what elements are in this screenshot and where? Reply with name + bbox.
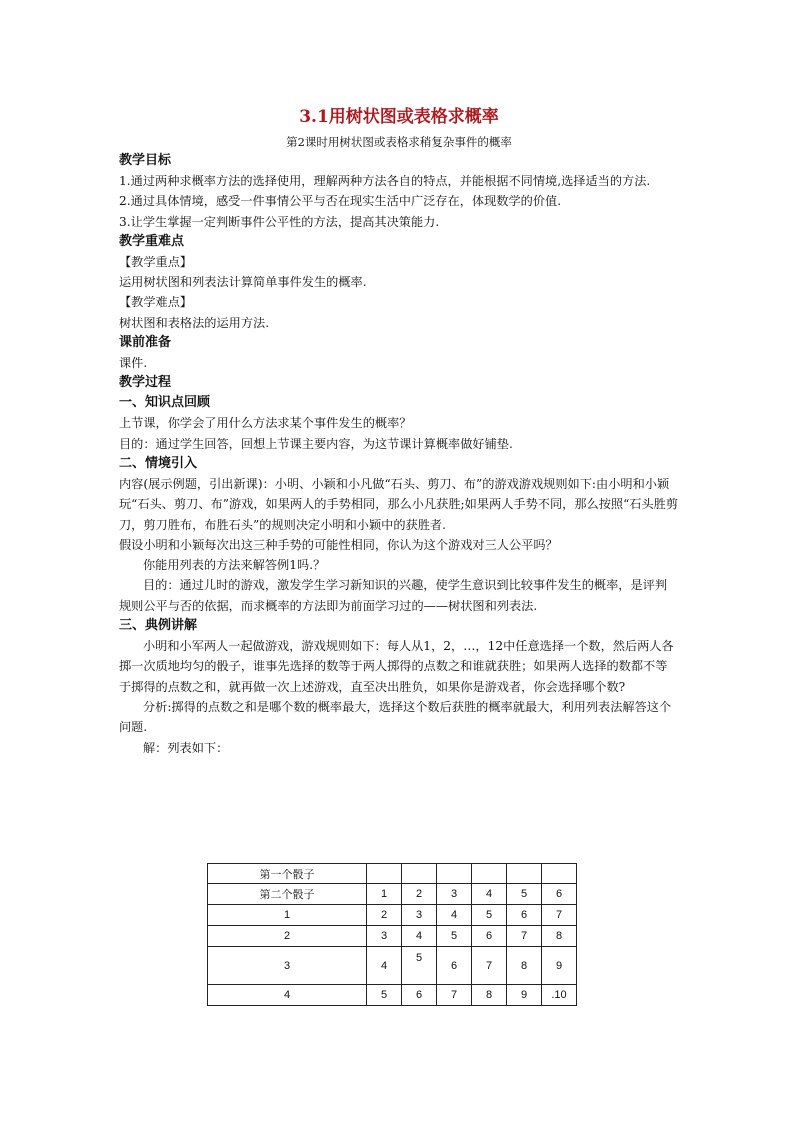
sum-cell: 9 — [507, 985, 542, 1006]
table-header-row-top — [208, 864, 577, 884]
sum-cell: 3 — [402, 905, 437, 926]
corner-top-cell: 第一个骰子 — [208, 864, 367, 884]
empty-cell — [542, 864, 577, 884]
sum-cell: 7 — [437, 985, 472, 1006]
empty-cell — [402, 864, 437, 884]
section-goals-heading: 教学目标 — [119, 153, 172, 168]
sum-cell: 5 — [437, 926, 472, 947]
key-label: 【教学重点】 — [119, 254, 193, 269]
row-label: 4 — [208, 985, 367, 1006]
goal-2: 2.通过具体情境，感受一件事情公平与否在现实生活中广泛存在，体现数学的价值. — [119, 194, 562, 209]
section-process-heading: 教学过程 — [119, 375, 172, 391]
sum-cell: 4 — [367, 947, 402, 985]
sum-cell: 4 — [402, 926, 437, 947]
col-header: 1 — [367, 884, 402, 905]
page-subtitle: 第2课时用树状图或表格求稍复杂事件的概率 — [286, 135, 512, 149]
col-header: 5 — [507, 884, 542, 905]
part1-aim: 目的：通过学生回答，回想上节课主要内容，为这节课计算概率做好铺垫. — [119, 436, 513, 451]
part3-heading: 三、典例讲解 — [119, 618, 198, 634]
col-header: 6 — [542, 884, 577, 905]
row-label: 1 — [208, 905, 367, 926]
part1-heading: 一、知识点回顾 — [119, 395, 211, 411]
sum-cell: 3 — [367, 926, 402, 947]
part3-problem: 小明和小军两人一起做游戏，游戏规则如下：每人从1，2，…，12中任意选择一个数，然后两人各掷一次质地均匀的骰子，谁事先选择的数等于两人掷得的点数之和谁就获胜；如果两人选择的数都不等于掷得的点数之和，就再做一次上述游戏，直至决出胜负，如果你是游戏者，你会选择哪个数? — [119, 639, 674, 694]
document-body — [119, 105, 679, 1001]
table-row — [208, 905, 577, 926]
section-key-difficult-heading: 教学重难点 — [119, 233, 185, 249]
sum-cell: 5 — [367, 985, 402, 1006]
sum-cell: 7 — [507, 926, 542, 947]
col-header: 2 — [402, 884, 437, 905]
sum-cell: 7 — [472, 947, 507, 985]
col-header: 3 — [437, 884, 472, 905]
part2-content: 内容(展示例题，引出新课)：小明、小颖和小凡做“石头、剪刀、布”的游戏游戏规则如下:由小明和小颖玩“石头、剪刀、布”游戏，如果两人的手势相同，那么小凡获胜;如果两人手势不同，那么按照“石头胜剪刀，剪刀胜布，布胜石头”的规则决定小明和小颖中的获胜者. — [119, 476, 679, 532]
sum-cell: 5 — [472, 905, 507, 926]
empty-cell — [437, 864, 472, 884]
section-prep-heading: 课前准备 — [119, 335, 172, 351]
sum-cell: 8 — [507, 947, 542, 985]
sum-cell: 6 — [507, 905, 542, 926]
difficult-text: 树状图和表格法的运用方法. — [119, 315, 270, 330]
sum-cell: 5 — [402, 947, 437, 985]
empty-cell — [472, 864, 507, 884]
table-header-row — [208, 884, 577, 905]
sum-cell: 4 — [437, 905, 472, 926]
part2-heading: 二、情境引入 — [119, 455, 198, 471]
part2-question: 假设小明和小颖每次出这三种手势的可能性相同，你认为这个游戏对三人公平吗？ — [119, 537, 558, 552]
table-row — [208, 947, 577, 985]
sum-cell: 6 — [472, 926, 507, 947]
sum-cell: 8 — [542, 926, 577, 947]
table-row — [208, 926, 577, 947]
corner-bottom-cell: 第二个骰子 — [208, 884, 367, 905]
sum-cell: 6 — [402, 985, 437, 1006]
empty-cell — [367, 864, 402, 884]
sum-cell: 7 — [542, 905, 577, 926]
col-header: 4 — [472, 884, 507, 905]
prep-text: 课件. — [119, 356, 148, 371]
sum-cell: 6 — [437, 947, 472, 985]
dice-sum-table — [207, 863, 577, 1006]
part1-question: 上节课，你学会了用什么方法求某个事件发生的概率？ — [119, 416, 412, 431]
part3-solution: 解：列表如下： — [143, 740, 229, 755]
empty-cell — [507, 864, 542, 884]
part2-question-2: 你能用列表的方法来解答例1吗.？ — [143, 558, 326, 573]
table-row — [208, 985, 577, 1006]
row-label: 3 — [208, 947, 367, 985]
sum-cell: .10 — [542, 985, 577, 1006]
row-label: 2 — [208, 926, 367, 947]
goal-3: 3.让学生掌握一定判断事件公平性的方法，提高其决策能力. — [119, 214, 440, 229]
key-text: 运用树状图和列表法计算简单事件发生的概率. — [119, 275, 367, 290]
sum-cell: 2 — [367, 905, 402, 926]
goal-1: 1.通过两种求概率方法的选择使用，理解两种方法各自的特点，并能根据不同情境,选择适当的方法. — [119, 174, 651, 188]
difficult-label: 【教学难点】 — [119, 295, 193, 310]
page-title: 3.1用树状图或表格求概率 — [299, 107, 499, 127]
sum-cell: 9 — [542, 947, 577, 985]
sum-cell: 8 — [472, 985, 507, 1006]
part3-analysis: 分析:掷得的点数之和是哪个数的概率最大，选择这个数后获胜的概率就最大，利用列表法解答这个问题. — [119, 699, 672, 735]
part2-aim: 目的：通过儿时的游戏，激发学生学习新知识的兴趣，使学生意识到比较事件发生的概率，是评判规则公平与否的依据，而求概率的方法即为前面学习过的——树状图和列表法. — [119, 578, 668, 613]
